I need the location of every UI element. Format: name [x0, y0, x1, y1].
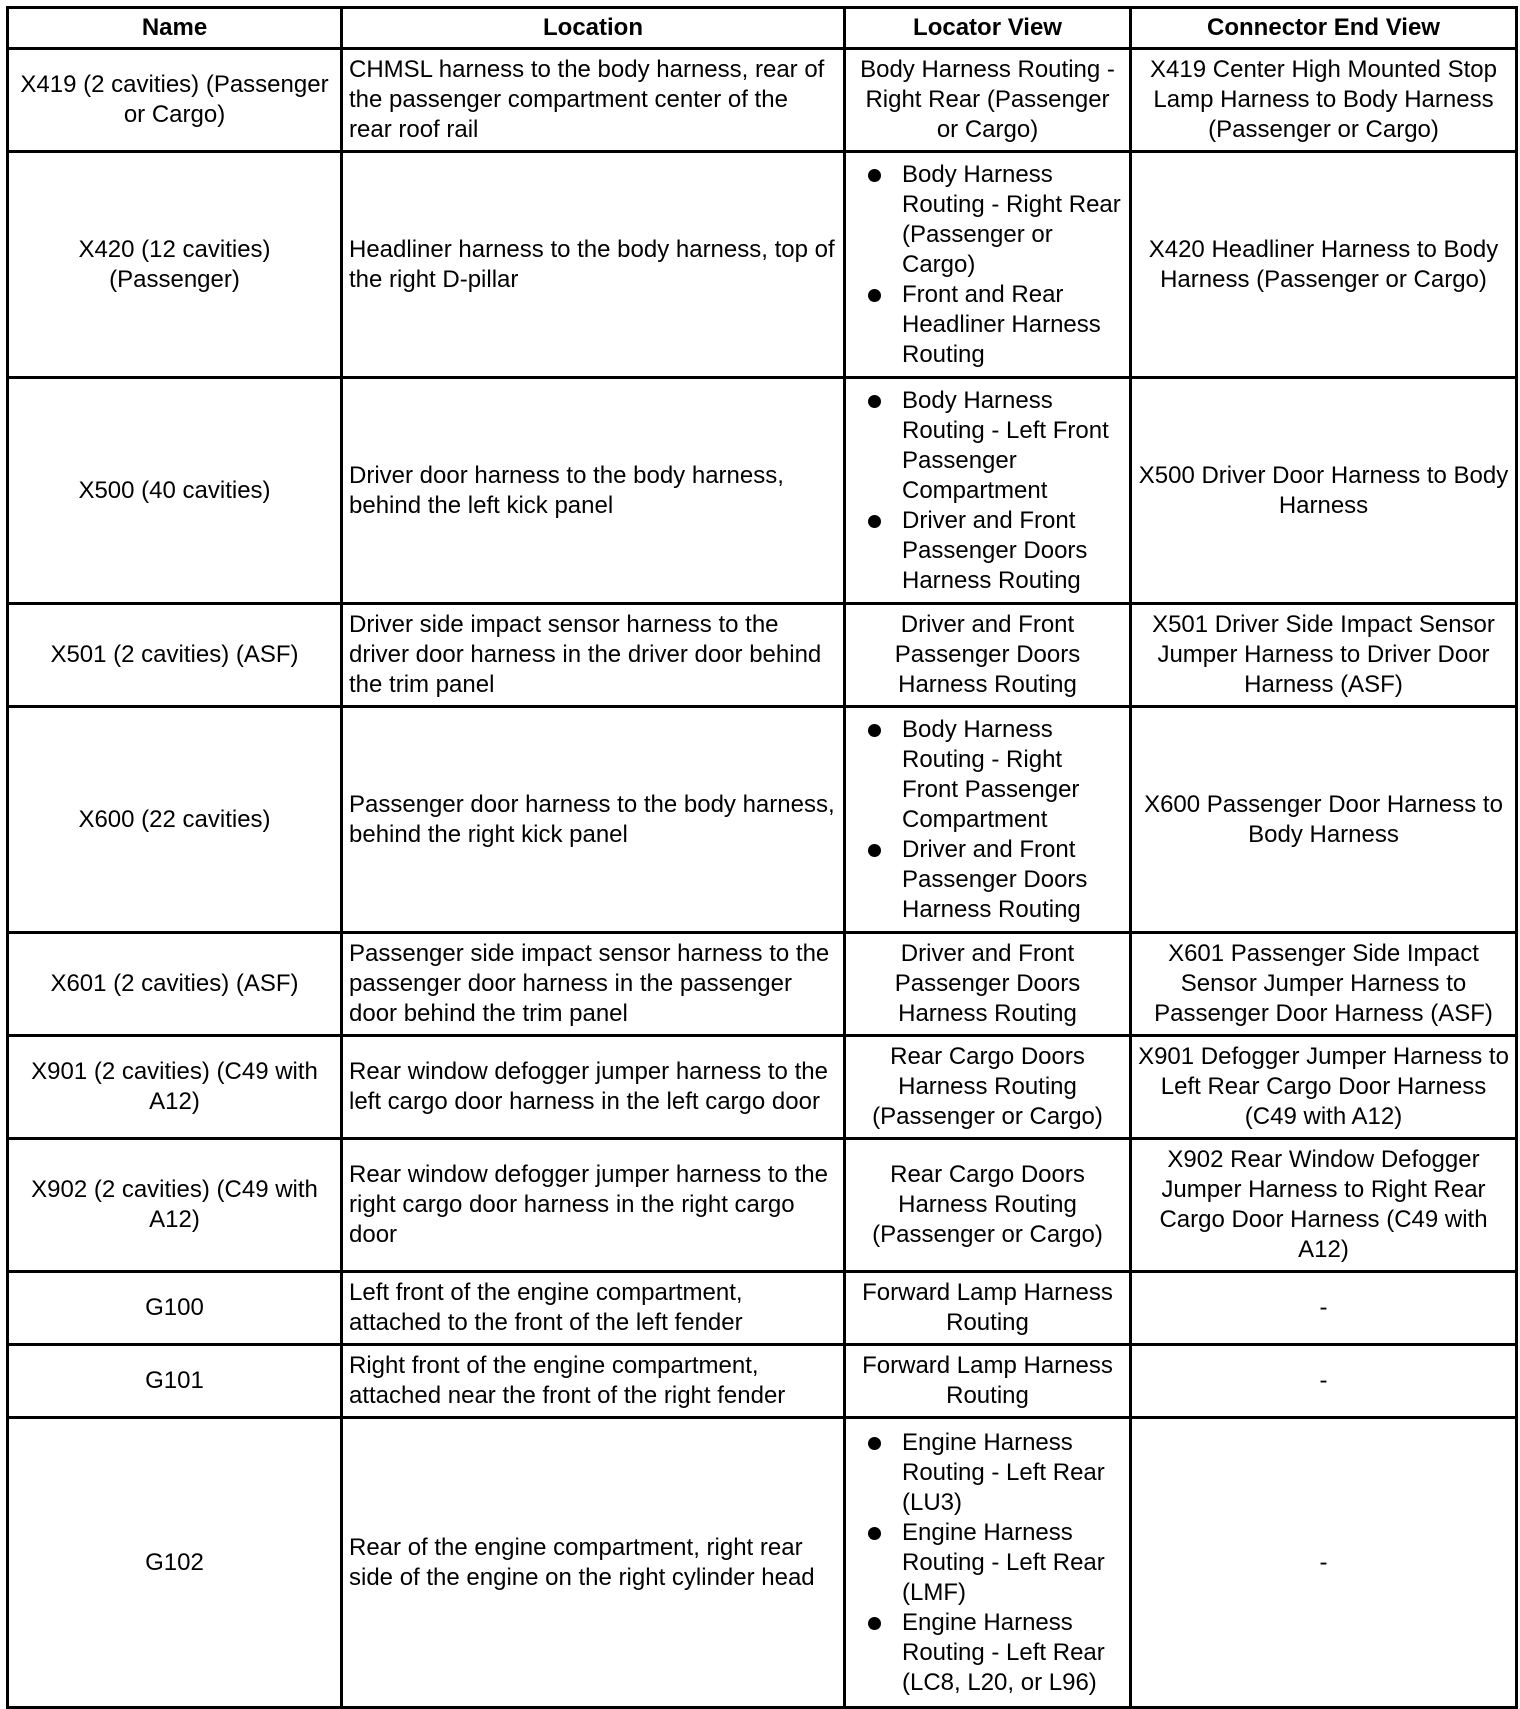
- locator-list-item: [866, 506, 1123, 596]
- table-row: [8, 1272, 1517, 1345]
- table-row: [8, 1345, 1517, 1418]
- cell-locator-view: Forward Lamp Harness Routing: [845, 1272, 1131, 1345]
- locator-list-item: [866, 280, 1123, 370]
- locator-list: [866, 386, 1123, 596]
- locator-text: Front and Rear Headliner Harness Routing: [902, 280, 1101, 368]
- cell-connector-end-view: X600 Passenger Door Harness to Body Harness: [1131, 707, 1517, 933]
- cell-connector-end-view: X901 Defogger Jumper Harness to Left Rear Cargo Door Harness (C49 with A12): [1131, 1036, 1517, 1139]
- locator-list-item: [866, 386, 1123, 506]
- cell-name: X501 (2 cavities) (ASF): [8, 604, 342, 707]
- bullet-icon: [868, 515, 881, 528]
- cell-location: CHMSL harness to the body harness, rear of the passenger compartment center of the rear roof rail: [342, 49, 845, 152]
- cell-locator-view: Rear Cargo Doors Harness Routing (Passenger or Cargo): [845, 1139, 1131, 1272]
- cell-name: G100: [8, 1272, 342, 1345]
- cell-location: Passenger door harness to the body harness, behind the right kick panel: [342, 707, 845, 933]
- cell-connector-end-view: X902 Rear Window Defogger Jumper Harness to Right Rear Cargo Door Harness (C49 with A12): [1131, 1139, 1517, 1272]
- cell-location: Rear of the engine compartment, right rear side of the engine on the right cylinder head: [342, 1418, 845, 1708]
- locator-list-item: [866, 1428, 1123, 1518]
- bullet-icon: [868, 844, 881, 857]
- header-locator-view: Locator View: [845, 8, 1131, 49]
- cell-locator-view: [845, 707, 1131, 933]
- table-row: [8, 933, 1517, 1036]
- table-row: [8, 707, 1517, 933]
- locator-text: Engine Harness Routing - Left Rear (LC8, L20, or L96): [902, 1608, 1105, 1696]
- cell-location: Passenger side impact sensor harness to the passenger door harness in the passenger door behind the trim panel: [342, 933, 845, 1036]
- cell-name: X901 (2 cavities) (C49 with A12): [8, 1036, 342, 1139]
- bullet-icon: [868, 1527, 881, 1540]
- locator-list-item: [866, 835, 1123, 925]
- table-row: [8, 49, 1517, 152]
- cell-name: X600 (22 cavities): [8, 707, 342, 933]
- locator-list: [866, 160, 1123, 370]
- bullet-icon: [868, 1617, 881, 1630]
- table-row: [8, 1036, 1517, 1139]
- cell-locator-view: [845, 378, 1131, 604]
- cell-connector-end-view: X500 Driver Door Harness to Body Harness: [1131, 378, 1517, 604]
- locator-text: Engine Harness Routing - Left Rear (LMF): [902, 1518, 1105, 1606]
- cell-name: X902 (2 cavities) (C49 with A12): [8, 1139, 342, 1272]
- cell-locator-view: Rear Cargo Doors Harness Routing (Passenger or Cargo): [845, 1036, 1131, 1139]
- cell-name: X419 (2 cavities) (Passenger or Cargo): [8, 49, 342, 152]
- header-row: [8, 8, 1517, 49]
- cell-connector-end-view: -: [1131, 1418, 1517, 1708]
- table-row: [8, 1139, 1517, 1272]
- cell-locator-view: [845, 1418, 1131, 1708]
- bullet-icon: [868, 289, 881, 302]
- cell-location: Driver door harness to the body harness, behind the left kick panel: [342, 378, 845, 604]
- cell-connector-end-view: -: [1131, 1345, 1517, 1418]
- header-name: Name: [8, 8, 342, 49]
- cell-locator-view: Driver and Front Passenger Doors Harness Routing: [845, 933, 1131, 1036]
- connector-location-table: [6, 6, 1518, 1709]
- locator-text: Body Harness Routing - Left Front Passenger Compartment: [902, 386, 1109, 504]
- cell-location: Headliner harness to the body harness, top of the right D-pillar: [342, 152, 845, 378]
- cell-location: Driver side impact sensor harness to the driver door harness in the driver door behind the trim panel: [342, 604, 845, 707]
- table-row: [8, 152, 1517, 378]
- bullet-icon: [868, 169, 881, 182]
- cell-name: X601 (2 cavities) (ASF): [8, 933, 342, 1036]
- locator-list-item: [866, 715, 1123, 835]
- bullet-icon: [868, 395, 881, 408]
- cell-location: Left front of the engine compartment, attached to the front of the left fender: [342, 1272, 845, 1345]
- locator-text: Body Harness Routing - Right Rear (Passenger or Cargo): [902, 160, 1121, 278]
- table-row: [8, 1418, 1517, 1708]
- bullet-icon: [868, 1437, 881, 1450]
- locator-list: [866, 715, 1123, 925]
- bullet-icon: [868, 724, 881, 737]
- header-location: Location: [342, 8, 845, 49]
- cell-name: X500 (40 cavities): [8, 378, 342, 604]
- cell-locator-view: Forward Lamp Harness Routing: [845, 1345, 1131, 1418]
- locator-text: Driver and Front Passenger Doors Harness Routing: [902, 506, 1088, 594]
- cell-locator-view: Driver and Front Passenger Doors Harness Routing: [845, 604, 1131, 707]
- locator-text: Driver and Front Passenger Doors Harness Routing: [902, 835, 1088, 923]
- cell-connector-end-view: -: [1131, 1272, 1517, 1345]
- locator-text: Body Harness Routing - Right Front Passenger Compartment: [902, 715, 1080, 833]
- locator-list: [866, 1428, 1123, 1698]
- table-row: [8, 604, 1517, 707]
- cell-connector-end-view: X420 Headliner Harness to Body Harness (Passenger or Cargo): [1131, 152, 1517, 378]
- header-connector-end-view: Connector End View: [1131, 8, 1517, 49]
- locator-list-item: [866, 1518, 1123, 1608]
- table-row: [8, 378, 1517, 604]
- cell-name: G101: [8, 1345, 342, 1418]
- cell-locator-view: Body Harness Routing - Right Rear (Passenger or Cargo): [845, 49, 1131, 152]
- locator-list-item: [866, 1608, 1123, 1698]
- locator-text: Engine Harness Routing - Left Rear (LU3): [902, 1428, 1105, 1516]
- cell-connector-end-view: X501 Driver Side Impact Sensor Jumper Harness to Driver Door Harness (ASF): [1131, 604, 1517, 707]
- cell-location: Rear window defogger jumper harness to the right cargo door harness in the right cargo door: [342, 1139, 845, 1272]
- cell-locator-view: [845, 152, 1131, 378]
- cell-connector-end-view: X419 Center High Mounted Stop Lamp Harness to Body Harness (Passenger or Cargo): [1131, 49, 1517, 152]
- cell-name: G102: [8, 1418, 342, 1708]
- cell-location: Rear window defogger jumper harness to the left cargo door harness in the left cargo door: [342, 1036, 845, 1139]
- cell-location: Right front of the engine compartment, attached near the front of the right fender: [342, 1345, 845, 1418]
- locator-list-item: [866, 160, 1123, 280]
- cell-name: X420 (12 cavities) (Passenger): [8, 152, 342, 378]
- cell-connector-end-view: X601 Passenger Side Impact Sensor Jumper Harness to Passenger Door Harness (ASF): [1131, 933, 1517, 1036]
